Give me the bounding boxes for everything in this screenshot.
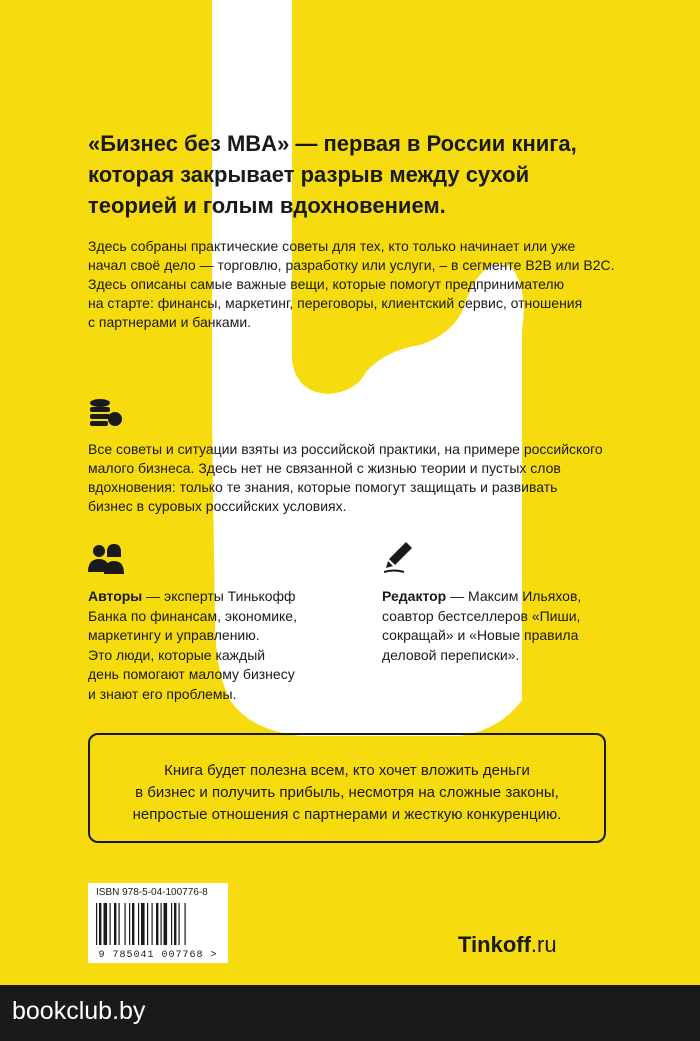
intro-line: с партнерами и банками. — [88, 314, 252, 330]
authors-line: день помогают малому бизнесу — [88, 666, 295, 682]
editor-block — [382, 587, 581, 665]
practice-line: бизнес в суровых российских условиях. — [88, 498, 347, 514]
practice-paragraph — [88, 440, 603, 516]
intro-line: Здесь описаны самые важные вещи, которые помогут предпринимателю — [88, 276, 565, 292]
editor-line: соавтор бестселлеров «Пиши, — [382, 607, 581, 624]
authors-block — [88, 587, 297, 704]
callout-text — [90, 760, 604, 826]
intro-line: на старте: финансы, маркетинг, переговоры, клиентский сервис, отношения — [88, 295, 583, 311]
callout-line: в бизнес и получить прибыль, несмотря на сложные законы, — [135, 784, 559, 801]
barcode — [96, 903, 220, 945]
intro-line: начал своё дело — торговлю, разработку или услуги, – в сегменте B2B или B2C. — [88, 257, 615, 273]
headline — [88, 128, 608, 221]
watermark-bar — [0, 985, 700, 1041]
authors-line: и знают его проблемы. — [88, 685, 237, 702]
brand-name: Tinkoff — [458, 932, 531, 957]
intro-line: Здесь собраны практические советы для тех, кто только начинает или уже — [88, 238, 576, 254]
watermark-text: bookclub.by — [12, 997, 146, 1025]
practice-line: малого бизнеса. Здесь нет не связанной с жизнью теории и пустых слов — [88, 460, 561, 476]
callout-line: Книга будет полезна всем, кто хочет вложить деньги — [164, 762, 530, 779]
editor-line: сокращай» и «Новые правила — [382, 627, 579, 643]
callout-box — [88, 733, 606, 843]
authors-intro: — эксперты Тинькофф — [142, 588, 296, 604]
pen-icon — [384, 540, 414, 574]
intro-paragraph — [88, 237, 615, 332]
headline-line: теорией и голым вдохновением. — [88, 193, 446, 218]
practice-line: вдохновения: только те знания, которые помогут защищать и развивать — [88, 479, 558, 495]
isbn-barcode-block — [88, 883, 228, 963]
callout-line: непростые отношения с партнерами и жесткую конкуренцию. — [132, 806, 562, 823]
practice-line: Все советы и ситуации взяты из российской практики, на примере российского — [88, 441, 603, 457]
authors-line: Это люди, которые каждый — [88, 646, 266, 663]
authors-line: маркетингу и управлению. — [88, 627, 260, 643]
editor-first-line — [382, 587, 581, 607]
headline-line: которая закрывает разрыв между сухой — [88, 162, 530, 187]
editor-intro: — Максим Ильяхов, — [446, 588, 582, 604]
authors-title: Авторы — [88, 588, 143, 604]
authors-first-line — [88, 587, 297, 607]
brand-logo[interactable] — [458, 932, 557, 958]
brand-suffix: .ru — [530, 932, 557, 957]
isbn-digits: 9 785041 007768 > — [98, 950, 218, 961]
editor-title: Редактор — [382, 588, 447, 604]
coins-icon — [88, 398, 124, 428]
people-icon — [88, 542, 124, 576]
headline-line: «Бизнес без MBA» — первая в России книга, — [88, 131, 577, 156]
isbn-label: ISBN 978-5-04-100776-8 — [96, 887, 208, 898]
editor-line: деловой переписки». — [382, 646, 520, 663]
authors-line: Банка по финансам, экономике, — [88, 607, 297, 624]
